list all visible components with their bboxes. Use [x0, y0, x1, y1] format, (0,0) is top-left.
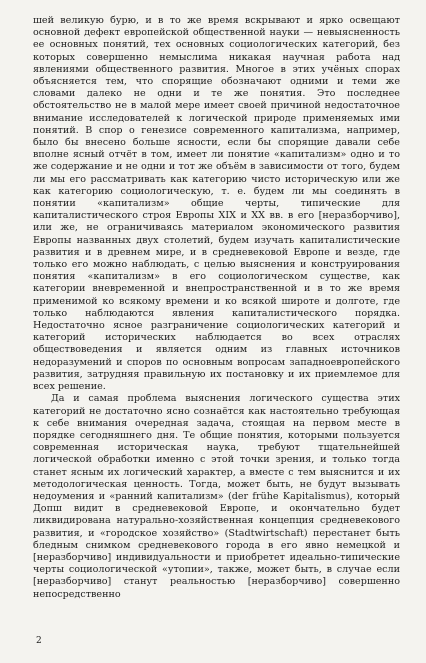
body-text — [33, 15, 400, 621]
paragraph: шей великую бурю, и в то же время вскрывают и ярко освещают основной дефект европейской общественной науки — невыясненность ее основных понятий, тех основных социологических категорий, без которых совершенно немыслима никакая научная работа над явлениями общественного развития. Многое в этих учёных спорах объясняется тем, что спорящие обозначают одними и теми же словами далеко не одни и те же понятия. Это последнее обстоятельство не в малой мере имеет своей причиной недостаточное внимание исследователей к логической природе применяемых ими понятий. В спор о генезисе современного капитализма, например, было бы внесено больше ясности, если бы спорящие давали себе вполне ясный отчёт в том, имеет ли понятие «капитализм» одно и то же содержание и не одни и тот же объём в зависимости от того, будем ли мы его рассматривать как категорию чисто историческую или же как категорию социологическую, т. е. будем ли мы соединять в понятии «капитализм» общие черты, типические для капиталистического строя Европы XIX и XX вв. в его [неразборчиво], или же, не ограничиваясь материалом экономического развития Европы названных двух столетий, будем изучать капиталистические развития и в древнем мире, и в средневековой Европе и везде, где только его можно наблюдать, с целью выяснения и конструирования понятия «капитализм» в его социологическом существе, как категории вневременной и внепространственной и в то же время применимой ко всякому времени и ко всякой широте и долготе, где только наблюдаются явления капиталистического порядка. Недостаточно ясное разграничение социологических категорий и категорий исторических наблюдается во всех отраслях обществоведения и является одним из главных источников недоразумений и споров по основным вопросам западноевропейского развития, затрудняя правильную их постановку и их приемлемое для всех решение. — [33, 15, 400, 393]
paragraph: Да и самая проблема выяснения логического существа этих категорий не достаточно ясно сознаётся как настоятельно требующая к себе внимания очередная задача, стоящая на первом месте в порядке сегодняшнего дня. Те общие понятия, которыми пользуется современная историческая наука, требуют тщательнейшей логической обработки именно с этой точки зрения, и только тогда станет ясным их логический характер, а вместе с тем выяснится и их методологическая ценность. Тогда, может быть, не будут вызывать недоумения и «ранний капитализм» (der frühe Kapitalismus), который Допш видит в средневековой Европе, и окончательно будет ликвидирована натурально-хозяйственная концепция средневекового развития, и «городское хозяйство» (Stadtwirtschaft) перестанет быть бледным снимком средневекового города в его явно немецкой и [неразборчиво] индивидуальности и приобретет идеально-типические черты социологической «утопии», также, может быть, в случае если [неразборчиво] станут реальностью [неразборчиво] совершенно непосредственно — [33, 393, 400, 600]
page-number: 2 — [36, 636, 42, 646]
